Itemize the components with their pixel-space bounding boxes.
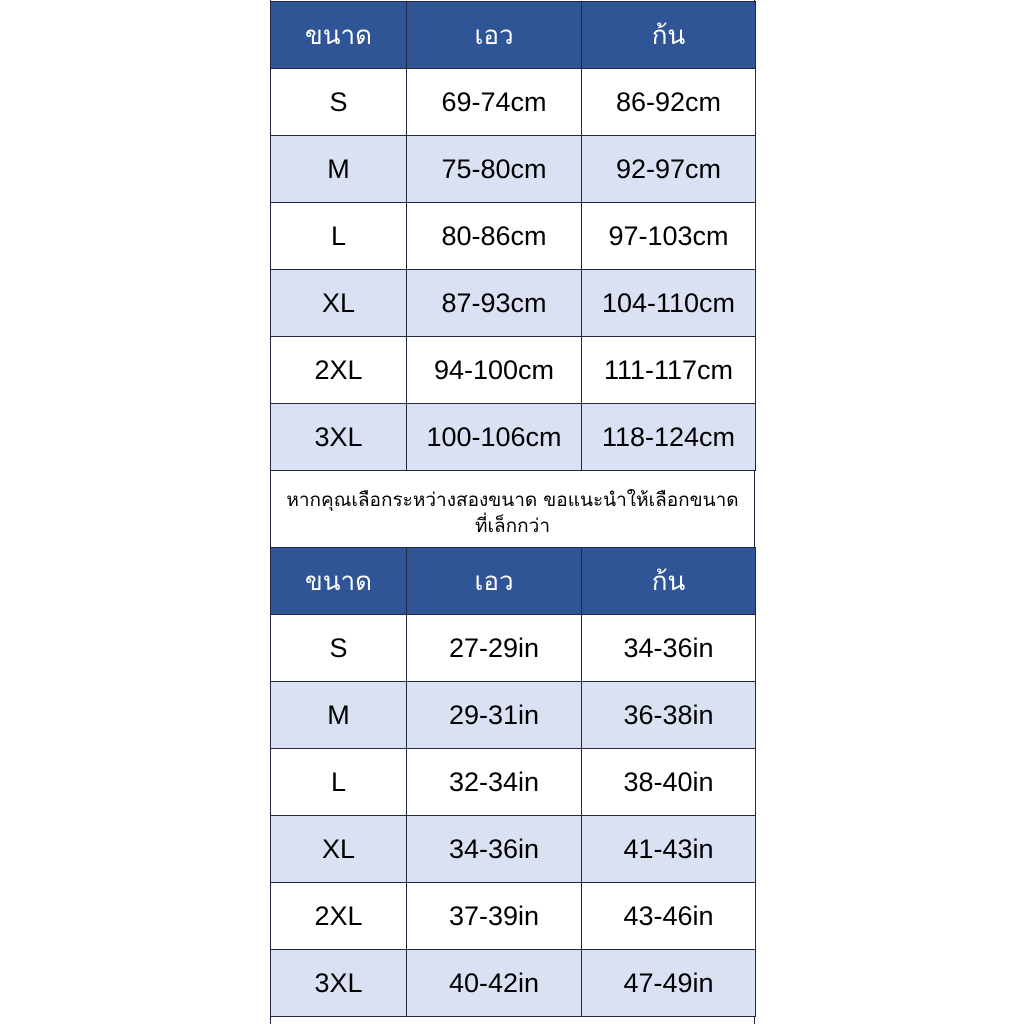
table-row bbox=[271, 404, 756, 471]
size-cell: S bbox=[271, 69, 407, 136]
size-cell: M bbox=[271, 136, 407, 203]
waist-cell: 27-29in bbox=[407, 615, 582, 682]
hip-cell: 111-117cm bbox=[582, 337, 756, 404]
header-waist: เอว bbox=[407, 548, 582, 615]
size-cell: XL bbox=[271, 816, 407, 883]
table-row bbox=[271, 950, 756, 1017]
size-cell: L bbox=[271, 203, 407, 270]
waist-cell: 87-93cm bbox=[407, 270, 582, 337]
header-hip: ก้น bbox=[582, 548, 756, 615]
waist-cell: 75-80cm bbox=[407, 136, 582, 203]
size-cell: M bbox=[271, 682, 407, 749]
header-waist: เอว bbox=[407, 2, 582, 69]
size-table-cm bbox=[270, 1, 756, 471]
waist-cell: 100-106cm bbox=[407, 404, 582, 471]
table-row bbox=[271, 883, 756, 950]
waist-cell: 80-86cm bbox=[407, 203, 582, 270]
waist-cell: 29-31in bbox=[407, 682, 582, 749]
table-row bbox=[271, 749, 756, 816]
size-cell: 3XL bbox=[271, 404, 407, 471]
size-cell: XL bbox=[271, 270, 407, 337]
size-cell: 2XL bbox=[271, 337, 407, 404]
table-row bbox=[271, 203, 756, 270]
table-row bbox=[271, 136, 756, 203]
size-cell: S bbox=[271, 615, 407, 682]
size-cell: 3XL bbox=[271, 950, 407, 1017]
waist-cell: 32-34in bbox=[407, 749, 582, 816]
table-row bbox=[271, 337, 756, 404]
waist-cell: 69-74cm bbox=[407, 69, 582, 136]
hip-cell: 118-124cm bbox=[582, 404, 756, 471]
table-row bbox=[271, 69, 756, 136]
waist-cell: 40-42in bbox=[407, 950, 582, 1017]
hip-cell: 36-38in bbox=[582, 682, 756, 749]
size-advice-note: หากคุณเลือกระหว่างสองขนาด ขอแนะนำให้เลือกขนาดที่เล็กกว่า bbox=[271, 478, 754, 547]
hip-cell: 43-46in bbox=[582, 883, 756, 950]
hip-cell: 92-97cm bbox=[582, 136, 756, 203]
table-row bbox=[271, 816, 756, 883]
hip-cell: 47-49in bbox=[582, 950, 756, 1017]
table-header-row bbox=[271, 2, 756, 69]
waist-cell: 34-36in bbox=[407, 816, 582, 883]
hip-cell: 86-92cm bbox=[582, 69, 756, 136]
hip-cell: 38-40in bbox=[582, 749, 756, 816]
size-table-inches bbox=[270, 547, 756, 1017]
size-chart bbox=[270, 0, 755, 1024]
hip-cell: 41-43in bbox=[582, 816, 756, 883]
waist-cell: 37-39in bbox=[407, 883, 582, 950]
table-row bbox=[271, 615, 756, 682]
header-size: ขนาด bbox=[271, 548, 407, 615]
waist-cell: 94-100cm bbox=[407, 337, 582, 404]
table-header-row bbox=[271, 548, 756, 615]
header-size: ขนาด bbox=[271, 2, 407, 69]
header-hip: ก้น bbox=[582, 2, 756, 69]
size-cell: 2XL bbox=[271, 883, 407, 950]
hip-cell: 97-103cm bbox=[582, 203, 756, 270]
size-cell: L bbox=[271, 749, 407, 816]
table-row bbox=[271, 682, 756, 749]
hip-cell: 104-110cm bbox=[582, 270, 756, 337]
hip-cell: 34-36in bbox=[582, 615, 756, 682]
table-row bbox=[271, 270, 756, 337]
